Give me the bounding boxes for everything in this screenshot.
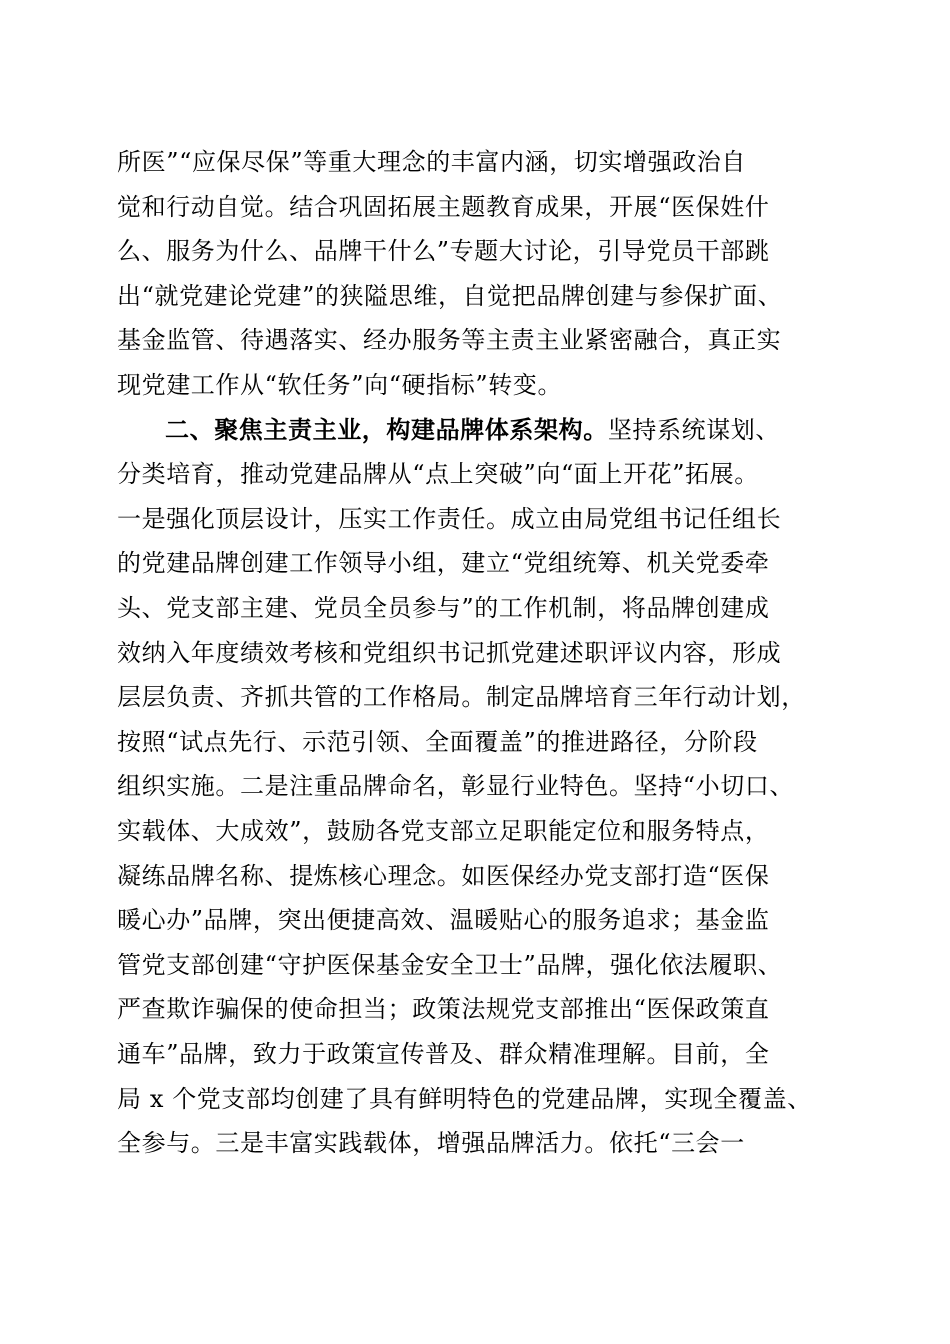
- text-line: [117, 231, 769, 271]
- text-line: [117, 856, 769, 896]
- section-heading: 二、聚焦主责主业，构建品牌体系架构。: [165, 414, 608, 444]
- line-text: 全参与。三是丰富实践载体，增强品牌活力。依托“三会一: [117, 1129, 745, 1158]
- text-line: [117, 811, 769, 851]
- text-line: [117, 588, 769, 628]
- line-text: 坚持系统谋划、: [607, 415, 781, 444]
- text-line: [117, 365, 562, 405]
- text-line: [117, 945, 782, 985]
- text-line: [117, 989, 769, 1029]
- line-text: 么、服务为什么、品牌干什么”专题大讨论，引导党员干部跳: [117, 237, 770, 266]
- line-text: 出“就党建论党建”的狭隘思维，自觉把品牌创建与参保扩面、: [117, 281, 783, 310]
- text-line: [117, 1123, 745, 1163]
- line-text: 头、党支部主建、党员全员参与”的工作机制，将品牌创建成: [117, 594, 770, 622]
- line-text: 觉和行动自觉。结合巩固拓展主题教育成果，开展“医保姓什: [117, 192, 770, 221]
- line-text: 局 x 个党支部均创建了具有鲜明特色的党建品牌，实现全覆盖、: [117, 1084, 812, 1113]
- line-text: 暖心办”品牌，突出便捷高效、温暖贴心的服务追求；基金监: [117, 906, 770, 935]
- line-text: 组织实施。二是注重品牌命名，彰显行业特色。坚持“小切口、: [117, 772, 795, 801]
- text-line: [117, 454, 759, 494]
- line-text: 按照“试点先行、示范引领、全面覆盖”的推进路径，分阶段: [117, 727, 758, 756]
- text-line: [117, 142, 746, 182]
- line-text: 分类培育，推动党建品牌从“点上突破”向“面上开花”拓展。: [117, 460, 759, 489]
- line-text: 的党建品牌创建工作领导小组，建立“党组统筹、机关党委牵: [117, 549, 770, 578]
- line-text: 现党建工作从“软任务”向“硬指标”转变。: [117, 371, 563, 399]
- text-line: [117, 543, 769, 583]
- line-text: 实载体、大成效”，鼓励各党支部立足职能定位和服务特点，: [117, 817, 770, 845]
- text-line: [117, 320, 781, 360]
- line-text: 通车”品牌，致力于政策宣传普及、群众精准理解。目前，全: [117, 1040, 770, 1068]
- text-line: [117, 633, 781, 673]
- line-text: 所医”“应保尽保”等重大理念的丰富内涵，切实增强政治自: [117, 148, 747, 176]
- text-line: [117, 276, 782, 316]
- text-line: [117, 722, 758, 762]
- text-line: [117, 766, 794, 806]
- text-line: [165, 410, 780, 450]
- text-line: [117, 499, 781, 539]
- text-line: [117, 187, 769, 227]
- line-text: 严查欺诈骗保的使命担当；政策法规党支部推出“医保政策直: [117, 995, 770, 1024]
- text-line: [117, 900, 769, 940]
- text-line: [117, 677, 806, 717]
- text-line: [117, 1079, 812, 1119]
- line-text: 效纳入年度绩效考核和党组织书记抓党建述职评议内容，形成: [117, 638, 782, 667]
- line-text: 层层负责、齐抓共管的工作格局。制定品牌培育三年行动计划，: [117, 683, 806, 712]
- line-text: 基金监管、待遇落实、经办服务等主责主业紧密融合，真正实: [117, 326, 782, 355]
- line-text: 凝练品牌名称、提炼核心理念。如医保经办党支部打造“医保: [117, 861, 770, 890]
- line-text: 一是强化顶层设计，压实工作责任。成立由局党组书记任组长: [117, 504, 782, 533]
- text-line: [117, 1034, 769, 1074]
- line-text: 管党支部创建“守护医保基金安全卫士”品牌，强化依法履职、: [117, 950, 783, 979]
